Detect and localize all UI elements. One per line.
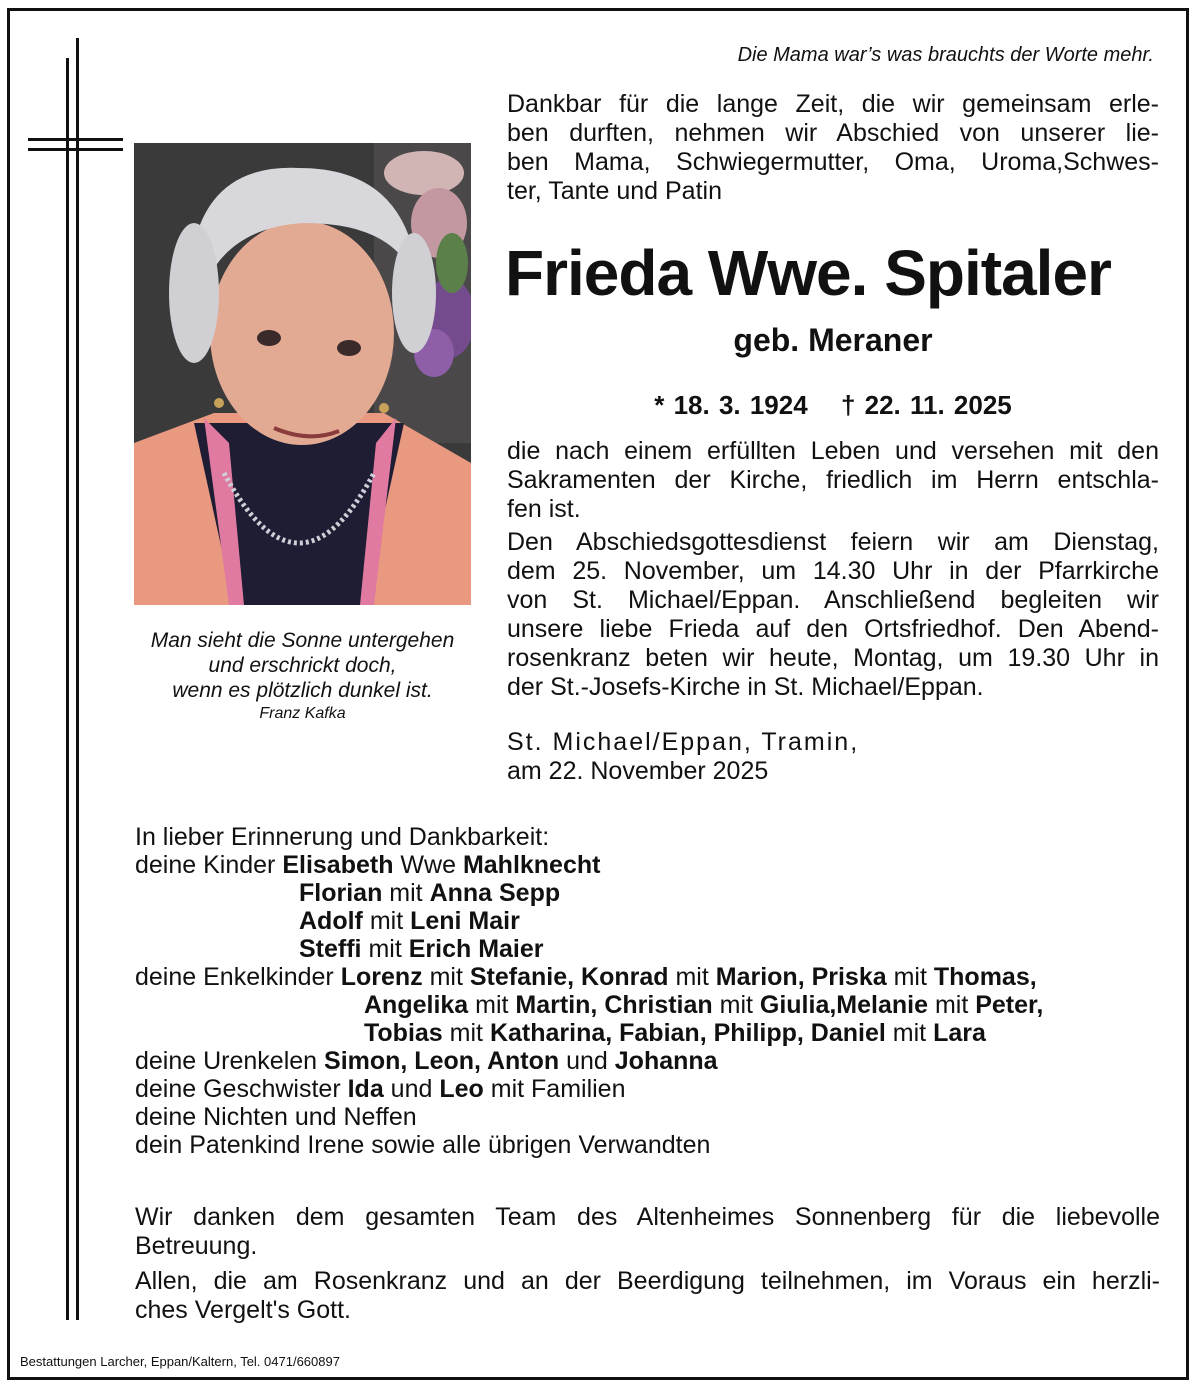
- family-text: deine Geschwister: [135, 1075, 348, 1103]
- maiden-name: geb. Meraner: [733, 322, 933, 358]
- family-text: deine Enkelkinder: [135, 963, 341, 991]
- thanks-text: [135, 1203, 1160, 1331]
- family-text: dein Patenkind Irene sowie alle übrigen Verwandten: [135, 1131, 711, 1159]
- family-text: mit Familien: [483, 1075, 626, 1103]
- family-name: Anna Sepp: [429, 879, 561, 907]
- family-text: mit: [382, 879, 430, 907]
- family-name: Leni Mair: [410, 907, 520, 935]
- family-text: mit: [362, 907, 411, 935]
- family-name: Simon, Leon, Anton: [324, 1047, 560, 1075]
- place-date: St. Michael/Eppan, Tramin, am 22. November 2025: [507, 728, 860, 785]
- family-name: Giulia,Melanie: [759, 991, 928, 1019]
- family-row: [135, 907, 1155, 935]
- family-name: Tobias: [364, 1019, 443, 1047]
- family-row: [135, 1131, 1155, 1159]
- family-name: Martin, Christian: [515, 991, 713, 1019]
- death-date: † 22. 11. 2025: [840, 390, 1012, 420]
- family-row: [135, 991, 1155, 1019]
- family-row: [135, 935, 1155, 963]
- family-name: Marion, Priska: [715, 963, 887, 991]
- family-text: mit: [361, 935, 409, 963]
- family-name: Florian: [299, 879, 383, 907]
- family-name: Ida: [347, 1075, 384, 1103]
- family-list: [135, 823, 1155, 1159]
- portrait-photo: [134, 143, 471, 605]
- service-text: Den Abschiedsgottesdienst feiern wir am Dienstag, dem 25. November, um 14.30 Uhr in der Pfarrkirche von St. Michael/Eppan. Anschließend begleiten wir unsere liebe Frieda auf den Ortsfriedhof. Den Abend- rosenkranz beten wir heute, Montag, um 19.30 Uhr in der St.-Josefs-Kirche in St. Michael/Eppan.: [507, 528, 1159, 701]
- family-text: mit: [668, 963, 716, 991]
- family-text: Wwe: [393, 851, 463, 879]
- family-name: Leo: [439, 1075, 484, 1103]
- family-row: [135, 1075, 1155, 1103]
- family-name: Steffi: [299, 935, 362, 963]
- deceased-name: Frieda Wwe. Spitaler: [505, 237, 1111, 309]
- family-text: mit: [422, 963, 470, 991]
- family-name: Lorenz: [340, 963, 423, 991]
- kafka-quote: Man sieht die Sonne untergehen und erschrickt doch, wenn es plötzlich dunkel ist. Franz Kafka: [120, 628, 485, 725]
- motto: Die Mama war’s was brauchts der Worte mehr.: [737, 44, 1154, 66]
- family-name: Angelika: [364, 991, 469, 1019]
- family-name: Johanna: [614, 1047, 718, 1075]
- family-row: [135, 1103, 1155, 1131]
- family-name: Thomas,: [933, 963, 1037, 991]
- family-row: [135, 1019, 1155, 1047]
- family-name: Stefanie, Konrad: [469, 963, 669, 991]
- family-name: Lara: [933, 1019, 986, 1047]
- family-text: mit: [442, 1019, 490, 1047]
- family-text: mit: [886, 963, 934, 991]
- family-name: Adolf: [299, 907, 363, 935]
- intro-text: Dankbar für die lange Zeit, die wir gemeinsam erle- ben durften, nehmen wir Abschied von unserer lie- ben Mama, Schwiegermutter, Oma, Uroma,Schwes- ter, Tante und Patin: [507, 90, 1159, 205]
- funeral-home-footer: Bestattungen Larcher, Eppan/Kaltern, Tel. 0471/660897: [20, 1354, 340, 1369]
- family-row: [135, 1047, 1155, 1075]
- quote-author: Franz Kafka: [259, 705, 346, 722]
- family-text: und: [383, 1075, 440, 1103]
- family-text: mit: [928, 991, 976, 1019]
- thanks-paragraph-2: Allen, die am Rosenkranz und an der Beerdigung teilnehmen, im Voraus ein herzli- ches Vergelt's Gott.: [135, 1267, 1160, 1324]
- thanks-paragraph-1: Wir danken dem gesamten Team des Altenheimes Sonnenberg für die liebevolle Betreuung.: [135, 1203, 1160, 1260]
- family-text: deine Urenkelen: [135, 1047, 325, 1075]
- family-name: Erich Maier: [408, 935, 544, 963]
- family-text: deine Nichten und Neffen: [135, 1103, 417, 1131]
- family-name: Elisabeth: [282, 851, 394, 879]
- family-row: [135, 879, 1155, 907]
- family-text: mit: [468, 991, 516, 1019]
- family-text: mit: [885, 1019, 934, 1047]
- family-row: [135, 851, 1155, 879]
- life-dates: [507, 390, 1159, 421]
- family-name: Katharina, Fabian, Philipp, Daniel: [489, 1019, 886, 1047]
- birth-date: * 18. 3. 1924: [654, 390, 808, 420]
- family-text: deine Kinder: [135, 851, 283, 879]
- family-text: und: [559, 1047, 615, 1075]
- family-name: Mahlknecht: [462, 851, 601, 879]
- family-header: In lieber Erinnerung und Dankbarkeit:: [135, 823, 550, 851]
- family-text: mit: [712, 991, 760, 1019]
- family-name: Peter,: [975, 991, 1044, 1019]
- passing-text: die nach einem erfüllten Leben und versehen mit den Sakramenten der Kirche, friedlich im Herrn entschla- fen ist.: [507, 437, 1159, 523]
- family-row: [135, 963, 1155, 991]
